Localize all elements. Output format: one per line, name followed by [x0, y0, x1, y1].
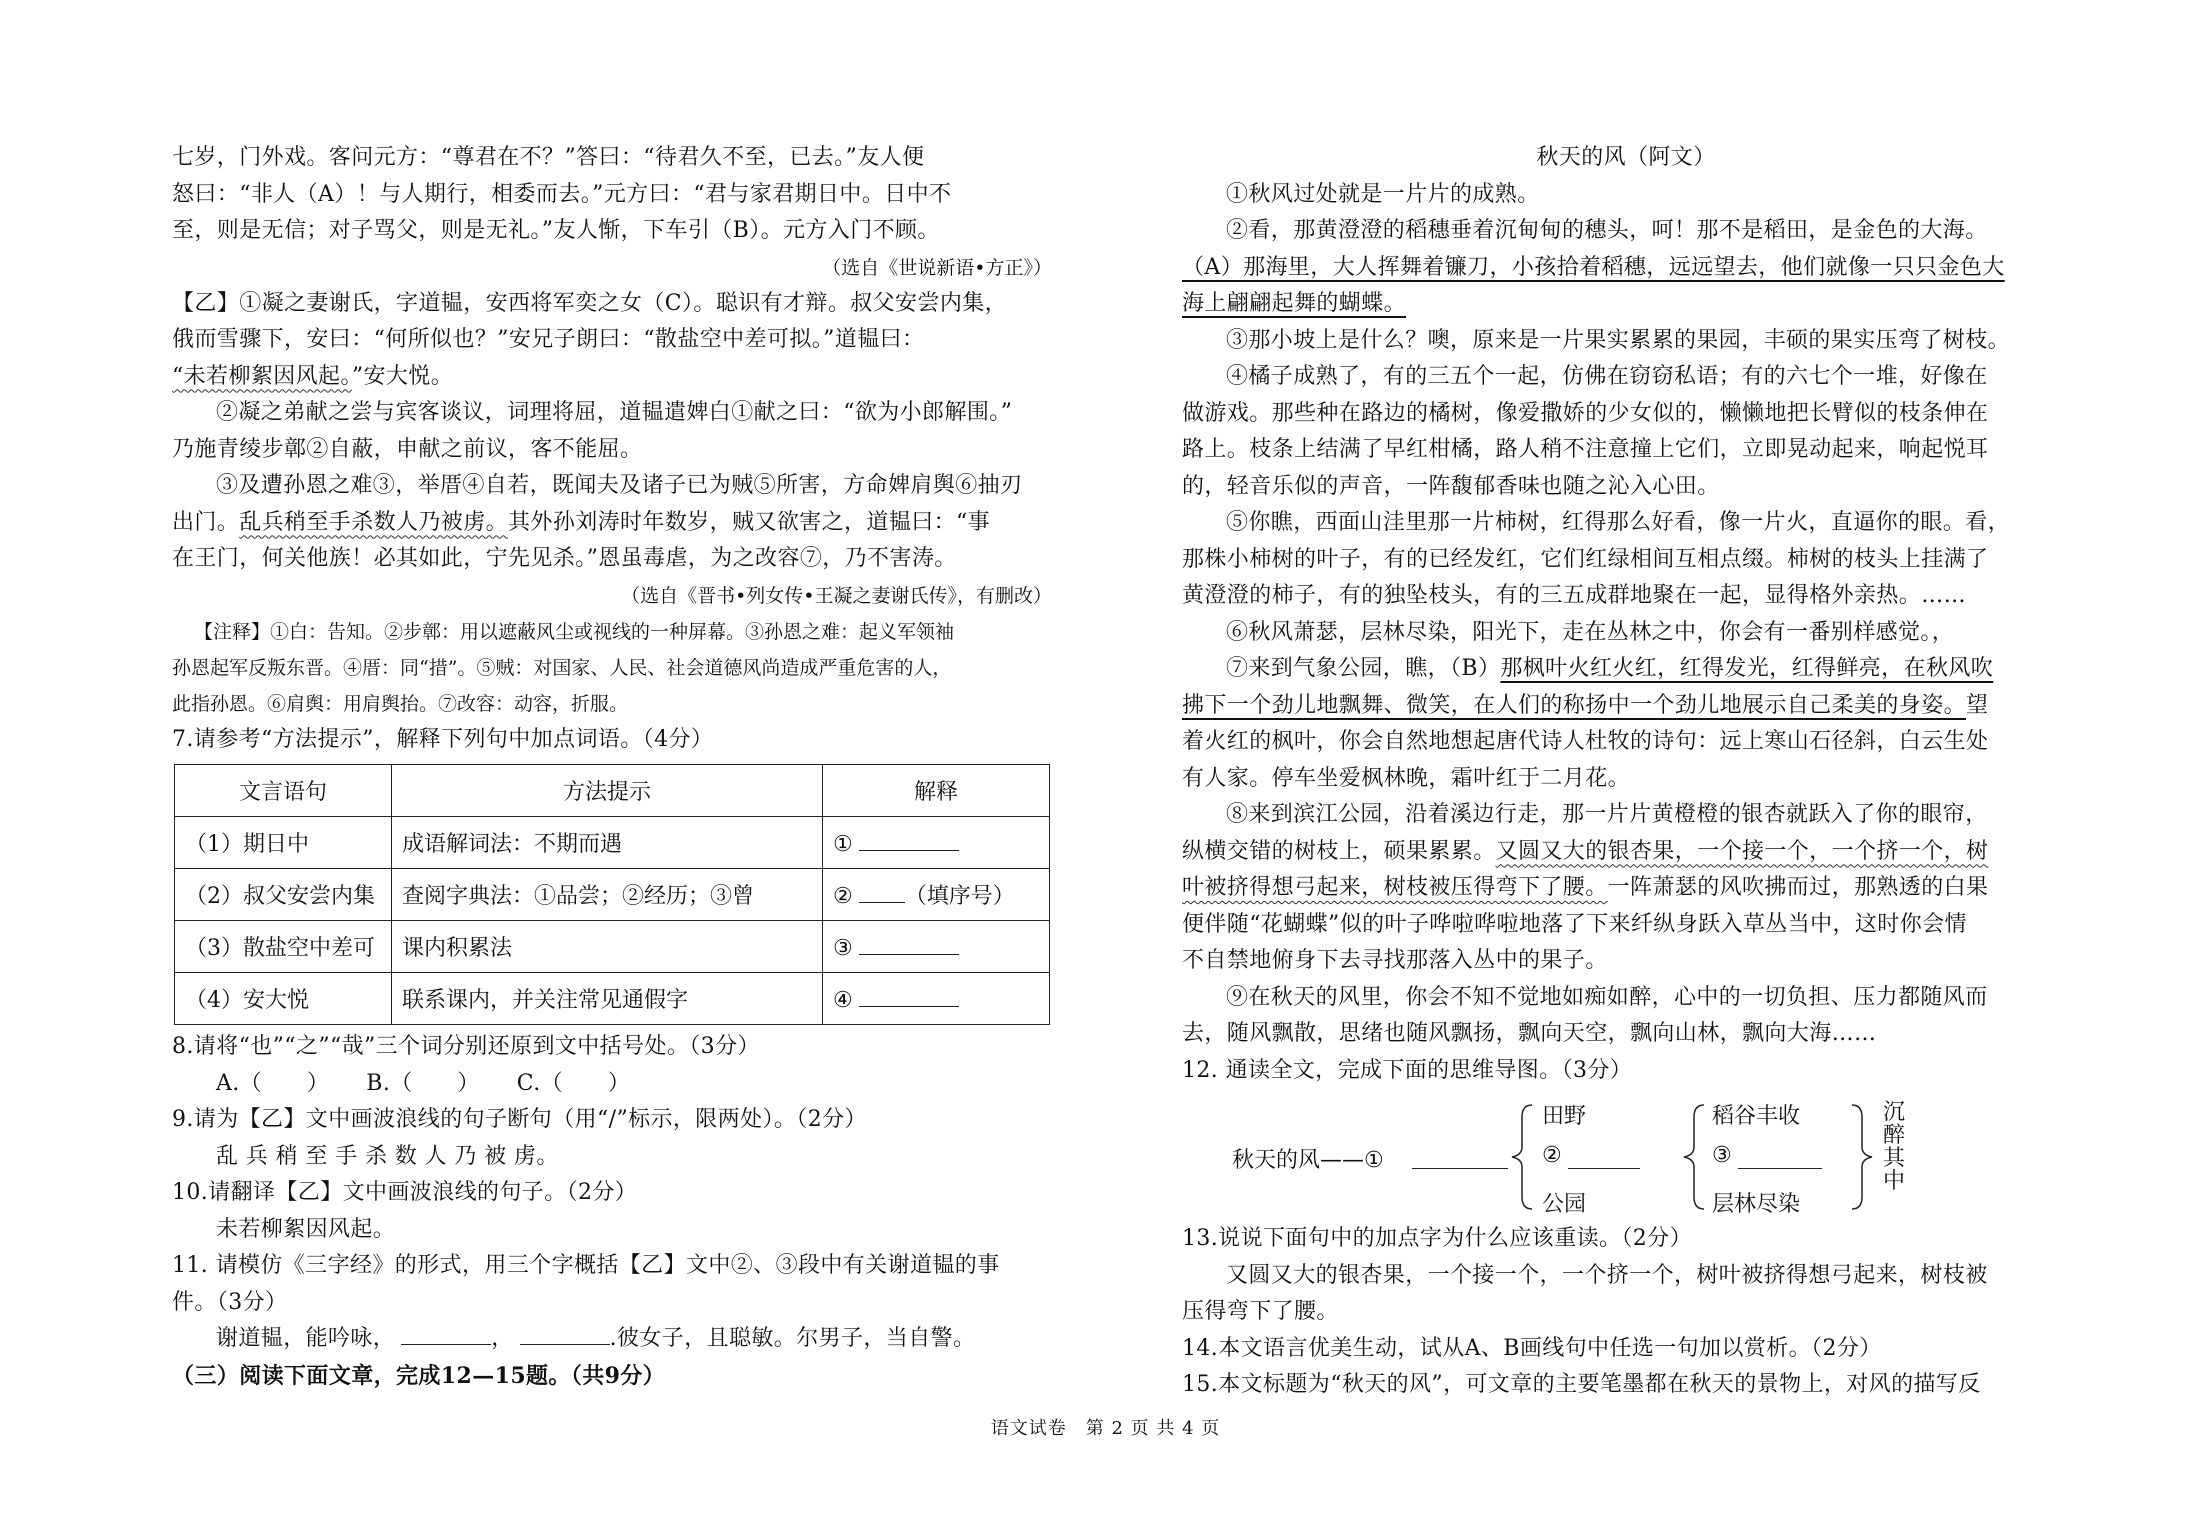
passage-yi-line: “未若柳絮因风起。”安大悦。 — [172, 363, 454, 389]
article-paragraph: 叶被挤得想弓起来，树枝被压得弯下了腰。一阵萧瑟的风吹拂而过，那熟透的白果 — [1182, 875, 1989, 900]
article-paragraph: ⑤你瞧，西面山洼里那一片柿树，红得那么好看，像一片火，直逼你的眼。看， — [1226, 510, 2011, 535]
right-column — [1182, 140, 2070, 1404]
table-header: 文言语句 — [175, 765, 392, 817]
wavy-sentence-ginkgo: 叶被挤得想弓起来，树枝被压得弯下了腰。 — [1182, 875, 1608, 900]
mind-map-node: 公园 — [1542, 1192, 1587, 1217]
page-footer: 语文试卷 第 2 页 共 4 页 — [990, 1418, 1221, 1439]
article-paragraph: 路上。枝条上结满了早红柑橘，路人稍不注意撞上它们，立即晃动起来，响起悦耳 — [1182, 437, 1989, 462]
question-11: 件。（3分） — [172, 1289, 288, 1315]
article-paragraph: ①秋风过处就是一片片的成熟。 — [1226, 181, 1540, 207]
article-paragraph: 那株小柿树的叶子，有的已经发红，它们红绿相间互相点缀。柿树的枝头上挂满了 — [1182, 546, 1989, 572]
passage-yi-line: 【乙】①凝之妻谢氏，字道韫，安西将军奕之女（C）。聪识有才辩。叔父安尝内集， — [172, 290, 1008, 316]
passage-yi-line: 在王门，何关他族！必其如此，宁先见杀。”恩虽毒虐，为之改容⑦，乃不害涛。 — [172, 546, 957, 571]
article-paragraph: 的，轻音乐似的声音，一阵馥郁香味也随之沁入心田。 — [1182, 473, 1720, 499]
mind-map — [1182, 1093, 2070, 1221]
source-yi: （选自《晋书•列女传•王凝之妻谢氏传》，有删改） — [621, 584, 1052, 607]
mind-map-node: 层林尽染 — [1712, 1192, 1801, 1217]
article-paragraph: ④橘子成熟了，有的三五个一起，仿佛在窃窃私语；有的六七个一堆，好像在 — [1226, 364, 1988, 389]
underlined-sentence-b: 拂下一个劲儿地飘舞、微笑，在人们的称扬中一个劲儿地展示自己柔美的身姿。 — [1182, 692, 1967, 718]
article-paragraph: 有人家。停车坐爱枫林晚，霜叶红于二月花。 — [1182, 765, 1631, 791]
question-12: 12. 通读全文，完成下面的思维导图。（3分） — [1182, 1057, 1633, 1083]
article-paragraph: 不自禁地俯身下去寻找那落入丛中的果子。 — [1182, 948, 1608, 973]
article-paragraph: 着火红的枫叶，你会自然地想起唐代诗人杜牧的诗句：远上寒山石径斜，白云生处 — [1182, 729, 1989, 754]
article-paragraph: 拂下一个劲儿地飘舞、微笑，在人们的称扬中一个劲儿地展示自己柔美的身姿。望 — [1182, 692, 1989, 718]
question-9: 9.请为【乙】文中画波浪线的句子断句（用“/”标示，限两处）。（2分） — [172, 1107, 867, 1132]
table-header: 解释 — [823, 765, 1050, 817]
article-paragraph: ③那小坡上是什么？噢，原来是一片果实累累的果园，丰硕的果实压弯了树枝。 — [1226, 327, 2011, 353]
mind-map-root: 秋天的风——① — [1232, 1148, 1384, 1173]
underlined-sentence-a: 海上翩翩起舞的蝴蝶。 — [1182, 291, 1407, 316]
passage-yi-line: ②凝之弟献之尝与宾客谈议，词理将屈，道韫遣婢白①献之曰：“欲为小郎解围。” — [216, 400, 1013, 425]
question-11-template: 谢道韫，能吟咏， ， .彼女子，且聪敏。尔男子，当自警。 — [172, 1321, 1060, 1358]
passage-yi-line: ③及遭孙恩之难③，举厝④自若，既闻夫及诸子已为贼⑤所害，方命婢肩舆⑥抽刃 — [216, 473, 1023, 498]
question-7-table — [174, 764, 1050, 1025]
article-paragraph: 去，随风飘散，思绪也随风飘扬，飘向天空，飘向山林，飘向大海…… — [1182, 1021, 1877, 1046]
notes-line: 【注释】①白：告知。②步鄣：用以遮蔽风尘或视线的一种屏幕。③孙恩之难：起义军领袖 — [194, 620, 955, 643]
article-paragraph: ⑥秋风萧瑟，层林尽染，阳光下，走在丛林之中，你会有一番别样感觉。， — [1226, 619, 1955, 645]
question-13: 13.说说下面句中的加点字为什么应该重读。（2分） — [1182, 1226, 1692, 1251]
table-row: （3）散盐空中差可 课内积累法 ③ — [175, 921, 1050, 973]
mind-map-node: 稻谷丰收 — [1712, 1104, 1801, 1129]
article-paragraph: 做游戏。那些种在路边的橘树，像爱撒娇的少女似的，懒懒地把长臂似的枝条伸在 — [1182, 400, 1989, 426]
article-paragraph: ②看，那黄澄澄的稻穗垂着沉甸甸的穗头，呵！那不是稻田，是金色的大海。 — [1226, 218, 1988, 243]
answer-blank[interactable] — [859, 932, 959, 955]
wavy-sentence-2: 乱兵稍至手杀数人乃被虏。 — [239, 509, 509, 535]
mind-map-blank-1[interactable] — [1412, 1167, 1508, 1169]
table-row: （1）期日中 成语解词法：不期而遇 ① — [175, 817, 1050, 869]
passage-yi-line: 俄而雪骤下，安曰：“何所似也？”安兄子朗曰：“散盐空中差可拟。”道韫曰： — [172, 327, 925, 352]
wavy-sentence-ginkgo: 又圆又大的银杏果，一个接一个，一个挤一个，树 — [1495, 838, 1989, 864]
article-paragraph: ⑧来到滨江公园，沿着溪边行走，那一片片黄橙橙的银杏就跃入了你的眼帘， — [1226, 802, 1988, 827]
answer-blank[interactable] — [859, 828, 959, 851]
mind-map-blank-2[interactable] — [1568, 1167, 1640, 1169]
question-8-options: A.（ ） B.（ ） C.（ ） — [216, 1070, 631, 1096]
underlined-sentence-a: （A）那海里，大人挥舞着镰刀，小孩拾着稻穗，远远望去，他们就像一只只金色大 — [1182, 254, 2005, 280]
underlined-sentence-b: 那枫叶火红火红，红得发光，红得鲜亮，在秋风吹 — [1500, 656, 1994, 681]
article-paragraph: 便伴随“花蝴蝶”似的叶子哗啦哗啦地落了下来纤纵身跃入草丛当中，这时你会情 — [1182, 911, 1967, 937]
answer-blank[interactable] — [859, 984, 959, 1007]
mind-map-vertical-label: 沉 醉 其 中 — [1882, 1100, 1905, 1194]
notes-line: 此指孙恩。⑥肩舆：用肩舆抬。⑦改容：动容，折服。 — [172, 692, 629, 715]
article-paragraph: 纵横交错的树枝上，硕果累累。又圆又大的银杏果，一个接一个，一个挤一个，树 — [1182, 838, 1989, 864]
table-header: 方法提示 — [392, 765, 823, 817]
wavy-sentence-1: “未若柳絮因风起。 — [172, 363, 352, 389]
question-10-sentence: 未若柳絮因风起。 — [216, 1216, 396, 1242]
table-row: （4）安大悦 联系课内，并关注常见通假字 ④ — [175, 973, 1050, 1025]
mind-map-node: ② — [1542, 1143, 1562, 1168]
question-10: 10.请翻译【乙】文中画波浪线的句子。（2分） — [172, 1180, 638, 1205]
section-3-heading: （三）阅读下面文章，完成12—15题。（共9分） — [172, 1362, 666, 1389]
passage-yi-line: 出门。乱兵稍至手杀数人乃被虏。其外孙刘涛时年数岁，贼又欲害之，道韫曰：“事 — [172, 509, 991, 535]
passage-jia-line: 怒曰：“非人（A）！与人期行，相委而去。”元方曰：“君与家君期日中。日中不 — [172, 181, 952, 207]
question-8: 8.请将“也”“之”“哉”三个词分别还原到文中括号处。（3分） — [172, 1034, 760, 1059]
question-13-sentence: 又圆又大的银杏果，一个接一个，一个挤一个，树叶被挤得想弓起来，树枝被 — [1226, 1262, 1988, 1288]
question-11: 11. 请模仿《三字经》的形式，用三个字概括【乙】文中②、③段中有关谢道韫的事 — [172, 1253, 1000, 1278]
passage-yi-line: 乃施青绫步鄣②自蔽，申献之前议，客不能屈。 — [172, 436, 643, 462]
source-jia: （选自《世说新语•方正》） — [822, 256, 1052, 279]
notes-line: 孙恩起军反叛东晋。④厝：同“措”。⑤贼：对国家、人民、社会道德风尚造成严重危害的人， — [172, 656, 952, 679]
question-9-sentence: 乱 兵 稍 至 手 杀 数 人 乃 被 虏。 — [216, 1143, 559, 1169]
passage-jia-line: 七岁，门外戏。客问元方：“尊君在不？”答曰：“待君久不至，已去。”友人便 — [172, 145, 925, 170]
answer-blank[interactable] — [520, 1322, 610, 1345]
question-13-sentence: 压得弯下了腰。 — [1182, 1299, 1339, 1324]
answer-blank[interactable] — [401, 1322, 491, 1345]
passage-jia-line: 至，则是无信；对子骂父，则是无礼。”友人惭，下车引（B）。元方入门不顾。 — [172, 218, 940, 243]
question-15: 15.本文标题为“秋天的风”，可文章的主要笔墨都在秋天的景物上，对风的描写反 — [1182, 1372, 1981, 1397]
table-row: （2）叔父安尝内集 查阅字典法：①品尝；②经历；③曾 ② （填序号） — [175, 869, 1050, 921]
article-paragraph: 黄澄澄的柿子，有的独坠枝头，有的三五成群地聚在一起，显得格外亲热。…… — [1182, 583, 1967, 608]
article-paragraph: ⑦来到气象公园，瞧，（B）那枫叶火红火红，红得发光，红得鲜亮，在秋风吹 — [1226, 656, 1994, 681]
question-7: 7.请参考“方法提示”，解释下列句中加点词语。（4分） — [172, 726, 714, 752]
article-paragraph: ⑨在秋天的风里，你会不知不觉地如痴如醉，心中的一切负担、压力都随风而 — [1226, 984, 1988, 1010]
mind-map-node: 田野 — [1542, 1104, 1587, 1129]
mind-map-blank-3[interactable] — [1738, 1167, 1822, 1169]
answer-blank[interactable] — [859, 880, 905, 903]
question-14: 14.本文语言优美生动，试从A、B画线句中任选一句加以赏析。（2分） — [1182, 1335, 1882, 1361]
left-column — [172, 140, 1060, 1394]
mind-map-node: ③ — [1712, 1143, 1732, 1168]
article-title: 秋天的风（阿文） — [1536, 145, 1716, 170]
